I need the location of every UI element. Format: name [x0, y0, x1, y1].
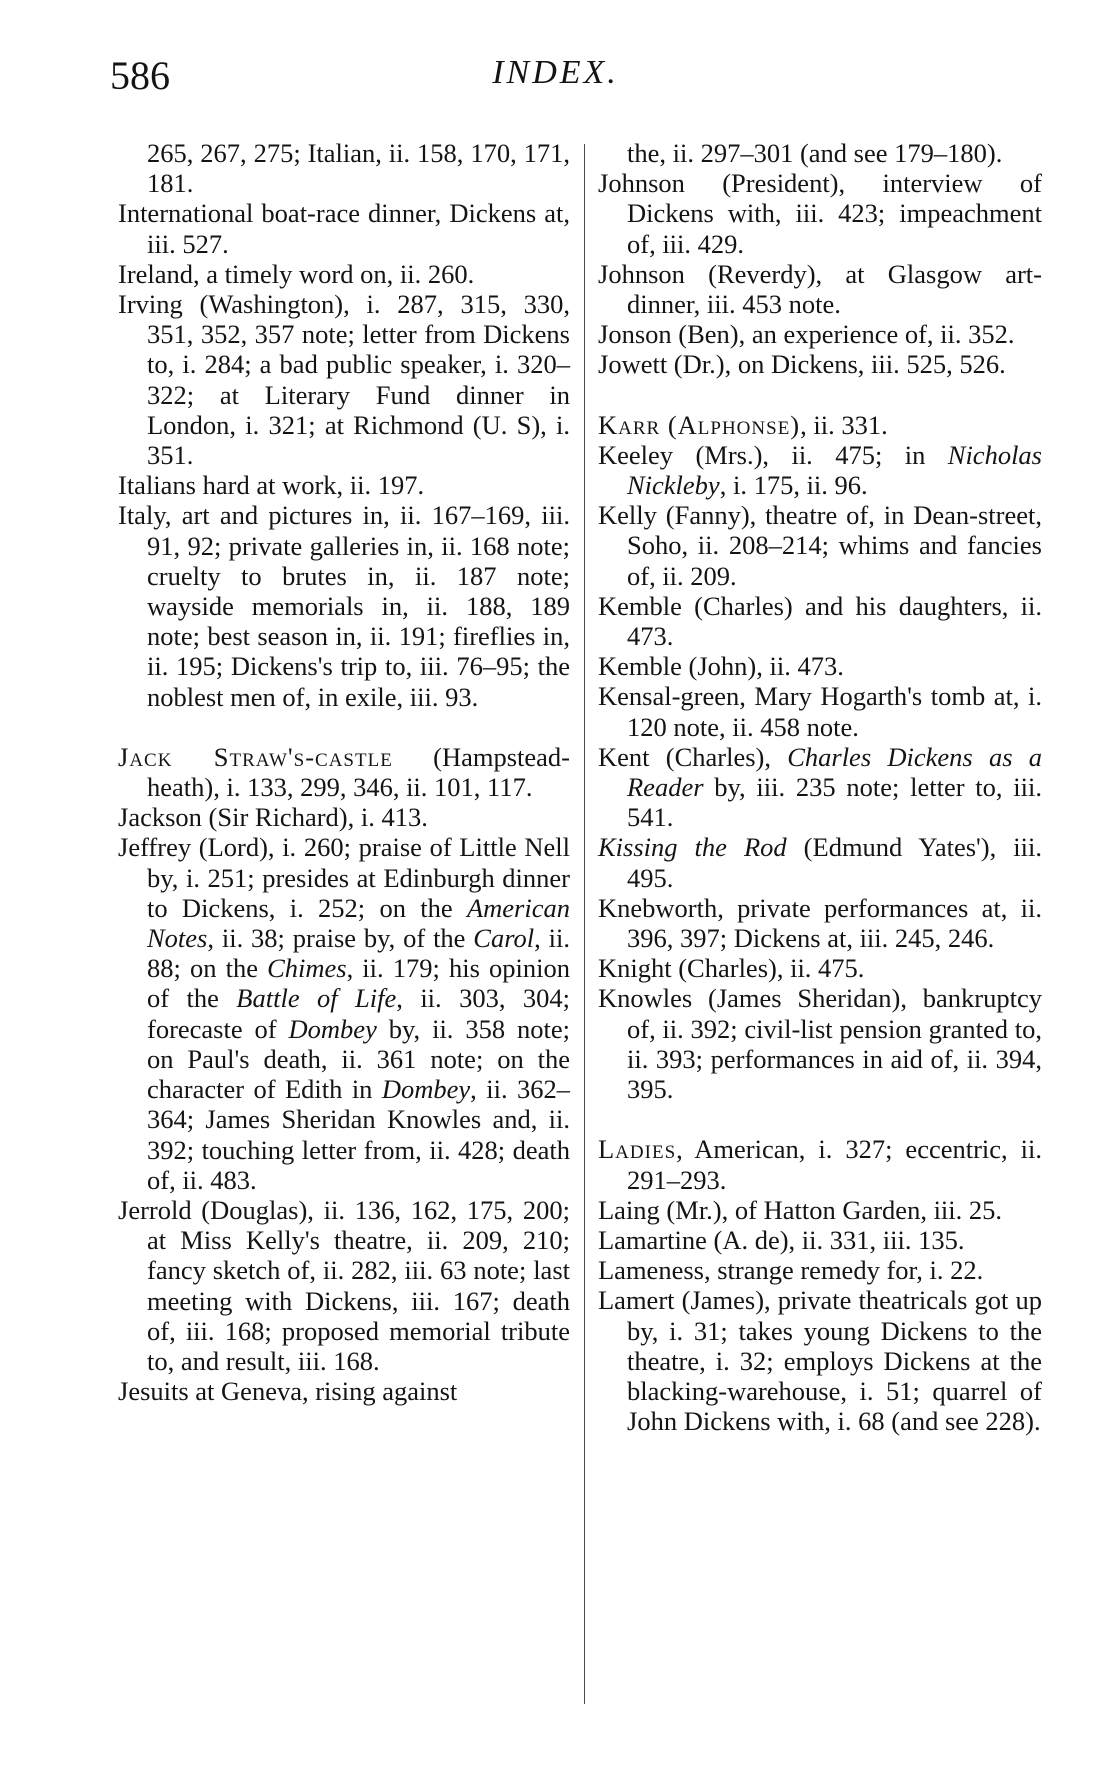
column-divider: [584, 144, 585, 1704]
italic-title: Charles Dickens as a Reader: [627, 741, 1042, 803]
index-entry: [598, 410, 1042, 440]
index-entry: International boat-race dinner, Dickens at, iii. 527.: [118, 198, 570, 259]
index-entry: [118, 742, 570, 802]
index-entry: Knebworth, private performances at, ii. 396, 397; Dickens at, iii. 245, 246.: [598, 892, 1042, 954]
letter-section-gap: [598, 1104, 1042, 1134]
index-entry: Kemble (John), ii. 473.: [598, 651, 844, 682]
entry-text: , ii. 303, 304; forecaste of: [147, 983, 570, 1044]
entry-text: , ii. 38; praise by, of the: [207, 923, 474, 954]
index-entry: Jonson (Ben), an experience of, ii. 352.: [598, 319, 1015, 350]
index-entry: Irving (Washington), i. 287, 315, 330, 351, 352, 357 note; letter from Dickens to, i. 284; a bad public speaker, i. 320–322; at Literary Fund dinner in London, i. 321; at Richmond (U. S), i. 351.: [118, 289, 570, 471]
index-entry: 265, 267, 275; Italian, ii. 158, 170, 171, 181.: [147, 138, 570, 199]
index-entry: Laing (Mr.), of Hatton Garden, iii. 25.: [598, 1194, 1003, 1225]
index-entry: [118, 832, 570, 1194]
entry-heading: Ladies: [598, 1134, 677, 1165]
index-entry: Knowles (James Sheridan), bankruptcy of, ii. 392; civil-list pension granted to, ii. 393; performances in aid of, ii. 394, 395.: [598, 983, 1042, 1105]
italic-title: Kissing the Rod: [598, 832, 787, 863]
entry-heading: Karr (Alphonse): [598, 409, 801, 440]
italic-title: American Notes: [147, 892, 570, 954]
index-entry: Knight (Charles), ii. 475.: [598, 953, 865, 984]
entry-text: , American, i. 327; eccentric, ii. 291–293.: [627, 1134, 1042, 1195]
index-entry: Lamert (James), private theatricals got up by, i. 31; takes young Dickens to the theatre, i. 32; employs Dickens at the blacking-warehouse, i. 51; quarrel of John Dickens with, i. 68 (and see 228).: [598, 1285, 1042, 1437]
entry-text: , i. 175, ii. 96.: [719, 470, 868, 501]
italic-title: Nicholas Nickleby: [627, 439, 1042, 501]
entry-text: , ii. 88; on the: [147, 923, 570, 984]
index-entry: Jerrold (Douglas), ii. 136, 162, 175, 200; at Miss Kelly's theatre, ii. 209, 210; fancy sketch of, ii. 282, iii. 63 note; last meeting with Dickens, iii. 167; death of, iii. 168; proposed memorial tribute to, and result, iii. 168.: [118, 1194, 570, 1376]
index-entry: Kemble (Charles) and his daughters, ii. 473.: [598, 590, 1042, 652]
entry-text: , ii. 331.: [800, 409, 888, 440]
entry-text: Keeley (Mrs.), ii. 475; in: [598, 439, 948, 470]
index-entry: Johnson (Reverdy), at Glasgow art-dinner, iii. 453 note.: [598, 258, 1042, 320]
index-entry: Kensal-green, Mary Hogarth's tomb at, i. 120 note, ii. 458 note.: [598, 681, 1042, 742]
index-entry: Lamartine (A. de), ii. 331, iii. 135.: [598, 1224, 965, 1255]
index-entry: Kelly (Fanny), theatre of, in Dean-street, Soho, ii. 208–214; whims and fancies of, ii. 209.: [598, 500, 1042, 591]
page-number: 586: [110, 53, 170, 98]
italic-title: Chimes: [267, 953, 347, 984]
entry-text: , ii. 179; his opinion of the: [147, 953, 570, 1014]
index-column-right: [598, 138, 1042, 1436]
letter-section-gap: [118, 712, 570, 742]
italic-title: Dombey: [381, 1074, 471, 1105]
index-column-left: [118, 138, 570, 1406]
letter-section-gap: [598, 380, 1042, 410]
index-entry: Jesuits at Geneva, rising against: [118, 1376, 458, 1407]
index-entry: the, ii. 297–301 (and see 179–180).: [627, 138, 1003, 168]
page-header: [0, 52, 1111, 102]
entry-text: (Hampstead-heath), i. 133, 299, 346, ii. 101, 117.: [147, 741, 570, 803]
index-entry: Jackson (Sir Richard), i. 413.: [118, 802, 428, 833]
italic-title: Carol: [473, 923, 535, 954]
entry-text: Kent (Charles),: [598, 741, 788, 772]
entry-text: by, ii. 358 note; on Paul's death, ii. 361 note; on the character of Edith in: [147, 1013, 570, 1105]
entry-text: Jeffrey (Lord), i. 260; praise of Little Nell by, i. 251; presides at Edinburgh dinner to Dickens, i. 252; on the: [118, 832, 570, 923]
index-entry: [598, 832, 1042, 892]
running-head: INDEX.: [492, 54, 619, 91]
index-entry: [598, 1134, 1042, 1194]
entry-text: (Edmund Yates'), iii. 495.: [627, 832, 1043, 893]
entry-text: by, iii. 235 note; letter to, iii. 541.: [627, 772, 1042, 833]
index-entry: Johnson (President), interview of Dickens with, iii. 423; impeachment of, iii. 429.: [598, 168, 1042, 259]
index-entry: Italy, art and pictures in, ii. 167–169, iii. 91, 92; private galleries in, ii. 168 note; cruelty to brutes in, ii. 187 note; wayside memorials in, ii. 188, 189 note; best season in, ii. 191; fireflies in, ii. 195; Dickens's trip to, iii. 76–95; the noblest men of, in exile, iii. 93.: [118, 500, 570, 712]
index-entry: [598, 440, 1042, 500]
index-entry: Ireland, a timely word on, ii. 260.: [118, 258, 475, 289]
entry-heading: Jack Straw's-castle: [118, 741, 393, 772]
italic-title: Battle of Life: [236, 983, 397, 1014]
entry-text: , ii. 362–364; James Sheridan Knowles and, ii. 392; touching letter from, ii. 428; death of, ii. 483.: [147, 1074, 570, 1195]
index-entry: Italians hard at work, ii. 197.: [118, 470, 425, 501]
index-entry: [598, 742, 1042, 833]
italic-title: Dombey: [288, 1013, 377, 1044]
index-entry: Lameness, strange remedy for, i. 22.: [598, 1255, 984, 1286]
index-entry: Jowett (Dr.), on Dickens, iii. 525, 526.: [598, 349, 1006, 380]
